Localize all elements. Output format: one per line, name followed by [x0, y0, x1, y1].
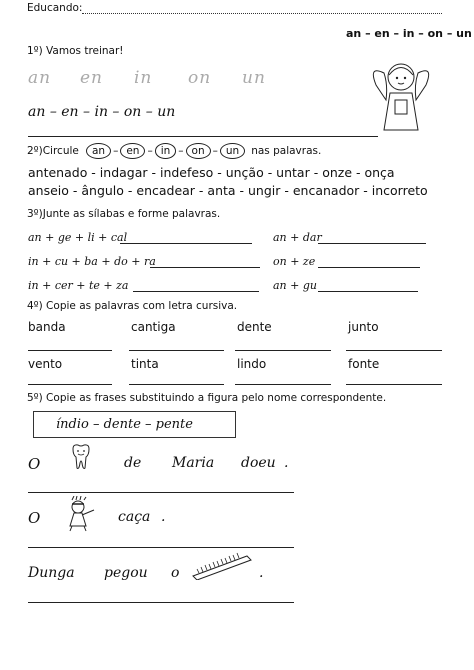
indian-figure-icon [62, 496, 96, 532]
q4-answer-line[interactable] [28, 350, 112, 351]
trace-in: in [134, 68, 153, 88]
q3-left-1: an + ge + li + cal [28, 231, 128, 244]
trace-un: un [242, 68, 266, 88]
tooth-icon [70, 443, 92, 471]
q3-right-3: an + gu [273, 279, 317, 292]
q4-answer-line[interactable] [346, 350, 442, 351]
s3-word: . [259, 565, 264, 581]
q2-word-row-1[interactable]: antenado - indagar - indefeso - unção - untar - onze - onça [28, 165, 395, 180]
q4-word-dente: dente [237, 320, 272, 334]
q3-prompt: 3º)Junte as sílabas e forme palavras. [27, 208, 221, 220]
q4-answer-line[interactable] [235, 350, 331, 351]
q5-word-bank-box: índio – dente – pente [33, 411, 236, 438]
q3-answer-line[interactable] [133, 291, 259, 292]
q4-word-fonte: fonte [348, 357, 380, 371]
q4-answer-line[interactable] [346, 384, 442, 385]
q3-answer-line[interactable] [150, 267, 260, 268]
s3-word: Dunga [28, 565, 75, 581]
q5-answer-line[interactable] [28, 547, 294, 548]
q2-prompt-end: nas palavras. [251, 145, 322, 157]
educando-label: Educando: [27, 2, 83, 14]
trace-an: an [28, 68, 52, 88]
q1-answer-line[interactable] [28, 136, 378, 137]
option-an: an [86, 143, 111, 159]
s2-word: O [28, 509, 41, 527]
q3-right-1: an + dar [273, 231, 322, 244]
q4-word-cantiga: cantiga [131, 320, 176, 334]
s3-word: o [171, 565, 180, 581]
q4-prompt: 4º) Copie as palavras com letra cursiva. [27, 300, 238, 312]
s1-word: Maria [172, 455, 215, 471]
q4-answer-line[interactable] [235, 384, 331, 385]
s3-word: pegou [104, 565, 148, 581]
educando-name-field[interactable] [82, 13, 442, 14]
sep: – [113, 145, 119, 157]
q5-answer-line[interactable] [28, 492, 294, 493]
q1-cursive-model: an – en – in – on – un [28, 104, 176, 120]
s2-word: caça [118, 509, 151, 525]
worksheet-title: an – en – in – on – un [346, 27, 472, 40]
q2-syllable-options [86, 143, 321, 159]
q3-answer-line[interactable] [120, 243, 252, 244]
sep: – [147, 145, 153, 157]
q1-prompt: 1º) Vamos treinar! [27, 45, 124, 57]
sep: – [178, 145, 184, 157]
q4-answer-line[interactable] [129, 350, 224, 351]
option-en: en [120, 143, 145, 159]
q3-left-2: in + cu + ba + do + ra [28, 255, 156, 268]
q4-word-lindo: lindo [237, 357, 267, 371]
q4-word-banda: banda [28, 320, 66, 334]
option-un: un [220, 143, 245, 159]
q4-answer-line[interactable] [28, 384, 112, 385]
s1-word: O [28, 455, 41, 473]
q5-prompt: 5º) Copie as frases substituindo a figura pelo nome correspondente. [27, 392, 387, 404]
s1-word: . [284, 455, 289, 471]
q4-answer-line[interactable] [129, 384, 224, 385]
q3-answer-line[interactable] [318, 267, 420, 268]
q5-answer-line[interactable] [28, 602, 294, 603]
option-on: on [186, 143, 211, 159]
s1-word: doeu [241, 455, 276, 471]
q4-word-junto: junto [348, 320, 379, 334]
trace-on: on [188, 68, 212, 88]
q3-answer-line[interactable] [318, 243, 426, 244]
s1-word: de [124, 455, 142, 471]
comb-icon [191, 552, 253, 580]
q3-answer-line[interactable] [318, 291, 418, 292]
q3-left-3: in + cer + te + za [28, 279, 129, 292]
q2-prompt [27, 145, 79, 157]
q3-right-2: on + ze [273, 255, 316, 268]
angel-illustration [366, 55, 436, 135]
q4-word-tinta: tinta [131, 357, 159, 371]
s2-word: . [161, 509, 166, 525]
trace-en: en [80, 68, 104, 88]
option-in: in [155, 143, 177, 159]
q4-word-vento: vento [28, 357, 63, 371]
q2-prompt-start: 2º)Circule [27, 145, 79, 157]
sep: – [212, 145, 218, 157]
q2-word-row-2[interactable]: anseio - ângulo - encadear - anta - ungir - encanador - incorreto [28, 183, 428, 198]
